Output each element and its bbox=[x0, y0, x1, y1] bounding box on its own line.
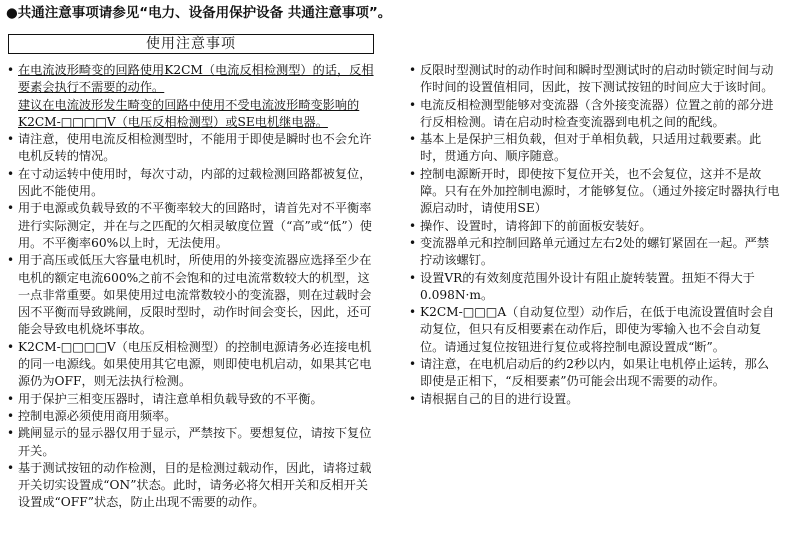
list-item: • 控制电源必须使用商用频率。 bbox=[6, 408, 380, 425]
left-column bbox=[6, 62, 380, 512]
right-column bbox=[408, 62, 780, 408]
list-item: • 用于高压或低压大容量电机时，所使用的外接变流器应选择至少在电机的额定电流600%之前不会饱和的过电流常数较大的机型，这一点非常重要。如果使用过电流常数较小的变流器，则在过载时会因不平衡而导致跳闸，反限时型时，动作时间会变长，因此，还可能会导致电机烧坏事故。 bbox=[6, 252, 380, 338]
list-item: • 用于电源或负载导致的不平衡率较大的回路时，请首先对不平衡率进行实际测定，并在与之匹配的欠相灵敏度位置（“高”或“低”）使用。不平衡率60%以上时，无法使用。 bbox=[6, 200, 380, 252]
list-item: • 控制电源断开时，即使按下复位开关，也不会复位，这并不是故障。只有在外加控制电源时，才能够复位。（通过外接定时器执行电源启动时，请使用SE） bbox=[408, 166, 780, 218]
left-precautions-list bbox=[6, 62, 380, 512]
list-item bbox=[6, 62, 380, 131]
list-item: • 设置VR的有效刻度范围外设计有阻止旋转装置。扭矩不得大于0.098N·m。 bbox=[408, 270, 780, 305]
underlined-warning: • 在电流波形畸变的回路使用K2CM（电流反相检测型）的话，反相要素会执行不需要的动作。 bbox=[18, 63, 374, 95]
list-item: • 基于测试按钮的动作检测，目的是检测过载动作，因此，请将过载开关切实设置成“ON”状态。此时，请务必将欠相开关和反相开关设置成“OFF”状态，防止出现不需要的动作。 bbox=[6, 460, 380, 512]
list-item: • 基本上是保护三相负载，但对于单相负载，只适用过载要素。此时，贯通方向、顺序随意。 bbox=[408, 131, 780, 166]
right-precautions-list bbox=[408, 62, 780, 408]
list-item: • 在寸动运转中使用时，每次寸动，内部的过载检测回路都被复位，因此不能使用。 bbox=[6, 166, 380, 201]
list-item: • 用于保护三相变压器时，请注意单相负载导致的不平衡。 bbox=[6, 391, 380, 408]
list-item: • 请根据自己的目的进行设置。 bbox=[408, 391, 780, 408]
list-item: • K2CM-□□□□V（电压反相检测型）的控制电源请务必连接电机的同一电源线。如果使用其它电源，则即使电机启动，如果其它电源仍为OFF，则无法执行检测。 bbox=[6, 339, 380, 391]
list-item: • K2CM-□□□A（自动复位型）动作后，在低于电流设置值时会自动复位，但只有反相要素在动作后，即使为零输入也不会自动复位。请通过复位按钮进行复位或将控制电源设置成“断”。 bbox=[408, 304, 780, 356]
list-item: • 请注意，在电机启动后的约2秒以内，如果让电机停止运转，那么即使是正相下，“反相要素”仍可能会出现不需要的动作。 bbox=[408, 356, 780, 391]
list-item: • 电流反相检测型能够对变流器（含外接变流器）位置之前的部分进行反相检测。请在启动时检查变流器到电机之间的配线。 bbox=[408, 97, 780, 132]
reference-note: ●共通注意事项请参见“电力、设备用保护设备 共通注意事项”。 bbox=[6, 5, 392, 21]
list-item: • 请注意，使用电流反相检测型时，不能用于即使是瞬时也不会允许电机反转的情况。 bbox=[6, 131, 380, 166]
list-item: • 操作、设置时，请将卸下的前面板安装好。 bbox=[408, 218, 780, 235]
list-item: • 反限时型测试时的动作时间和瞬时型测试时的启动时锁定时间与动作时间的设置值相同，因此，按下测试按钮的时间应大于该时间。 bbox=[408, 62, 780, 97]
list-item: • 变流器单元和控制回路单元通过左右2处的螺钉紧固在一起。严禁拧动该螺钉。 bbox=[408, 235, 780, 270]
section-title: 使用注意事项 bbox=[8, 34, 374, 54]
list-item: • 跳闸显示的显示器仅用于显示，严禁按下。要想复位，请按下复位开关。 bbox=[6, 425, 380, 460]
underlined-recommendation: 建议在电流波形发生畸变的回路中使用不受电流波形畸变影响的K2CM-□□□□V（电压反相检测型）或SE电机继电器。 bbox=[18, 97, 360, 129]
